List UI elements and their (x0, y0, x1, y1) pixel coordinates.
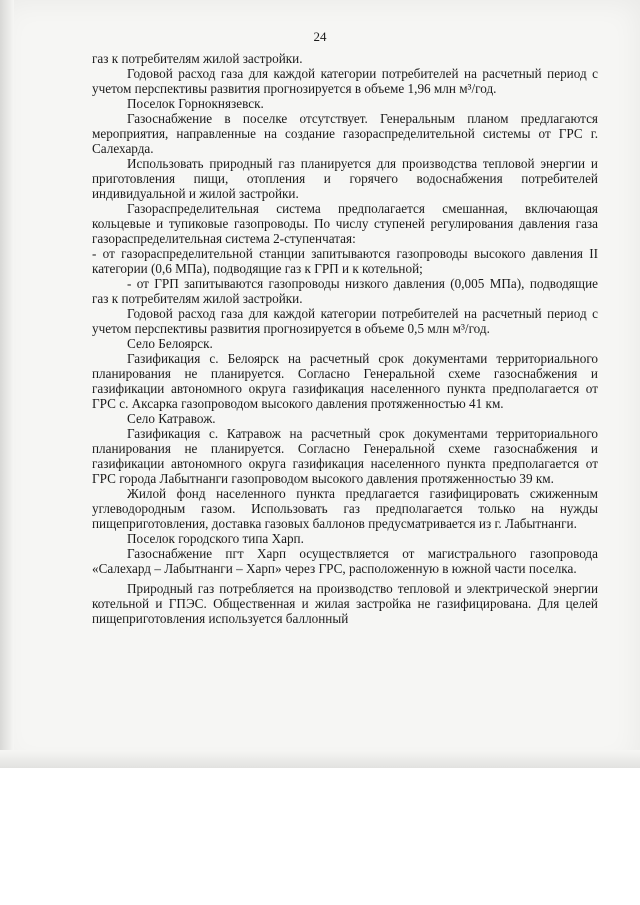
section-heading: Село Белоярск. (127, 336, 213, 351)
paragraph: Годовой расход газа для каждой категории потребителей на расчетный период с учетом перспективы развития прогнозируется в объеме 1,96 млн м³/год. (92, 66, 598, 96)
paragraph: Газораспределительная система предполагается смешанная, включающая кольцевые и тупиковые газопроводы. По числу ступеней регулирования давления газа газораспределительная система 2-ступенчатая: (92, 201, 598, 246)
scan-shadow-bottom (0, 750, 640, 768)
paragraph: Газификация с. Белоярск на расчетный срок документами территориального планирования не планируется. Согласно Генеральной схеме газоснабжения и газификации автономного округа газификация населенного пункта предполагается от ГРС с. Аксарка газопроводом высокого давления протяженностью 41 км. (92, 351, 598, 411)
paragraph: Природный газ потребляется на производство тепловой и электрической энергии котельной и ГПЭС. Общественная и жилая застройка не газифицирована. Для целей пищеприготовления используется баллонный (92, 581, 598, 626)
paragraph: газ к потребителям жилой застройки. (92, 51, 303, 66)
paragraph: Газификация с. Катравож на расчетный срок документами территориального планирования не планируется. Согласно Генеральной схеме газоснабжения и газификации автономного округа газификация населенного пункта предполагается от ГРС города Лабытнанги газопроводом высокого давления протяженностью 39 км. (92, 426, 598, 486)
paragraph: Газоснабжение пгт Харп осуществляется от магистрального газопровода «Салехард – Лабытнанги – Харп» через ГРС, расположенную в южной части поселка. (92, 546, 598, 576)
list-item: - от ГРП запитываются газопроводы низкого давления (0,005 МПа), подводящие газ к потребителям жилой застройки. (92, 276, 598, 306)
section-heading: Поселок городского типа Харп. (127, 531, 304, 546)
paragraph: Газоснабжение в поселке отсутствует. Генеральным планом предлагаются мероприятия, направленные на создание газораспределительной системы от ГРС г. Салехарда. (92, 111, 598, 156)
page-number: 24 (313, 29, 327, 44)
paragraph: Жилой фонд населенного пункта предлагается газифицировать сжиженным углеводородным газом. Использовать газ предполагается только на нужды пищеприготовления, доставка газовых баллонов предусматривается из г. Лабытнанги. (92, 486, 598, 531)
section-heading: Село Катравож. (127, 411, 216, 426)
scan-shadow-left (0, 0, 14, 768)
paragraph: Годовой расход газа для каждой категории потребителей на расчетный период с учетом перспективы развития прогнозируется в объеме 0,5 млн м³/год. (92, 306, 598, 336)
blank-margin (0, 768, 640, 905)
section-heading: Поселок Горнокнязевск. (127, 96, 264, 111)
list-item: - от газораспределительной станции запитываются газопроводы высокого давления II категории (0,6 МПа), подводящие газ к ГРП и к котельной; (92, 246, 598, 276)
paragraph: Использовать природный газ планируется для производства тепловой энергии и приготовления пищи, отопления и горячего водоснабжения потребителей индивидуальной и жилой застройки. (92, 156, 598, 201)
document-body (92, 51, 598, 626)
